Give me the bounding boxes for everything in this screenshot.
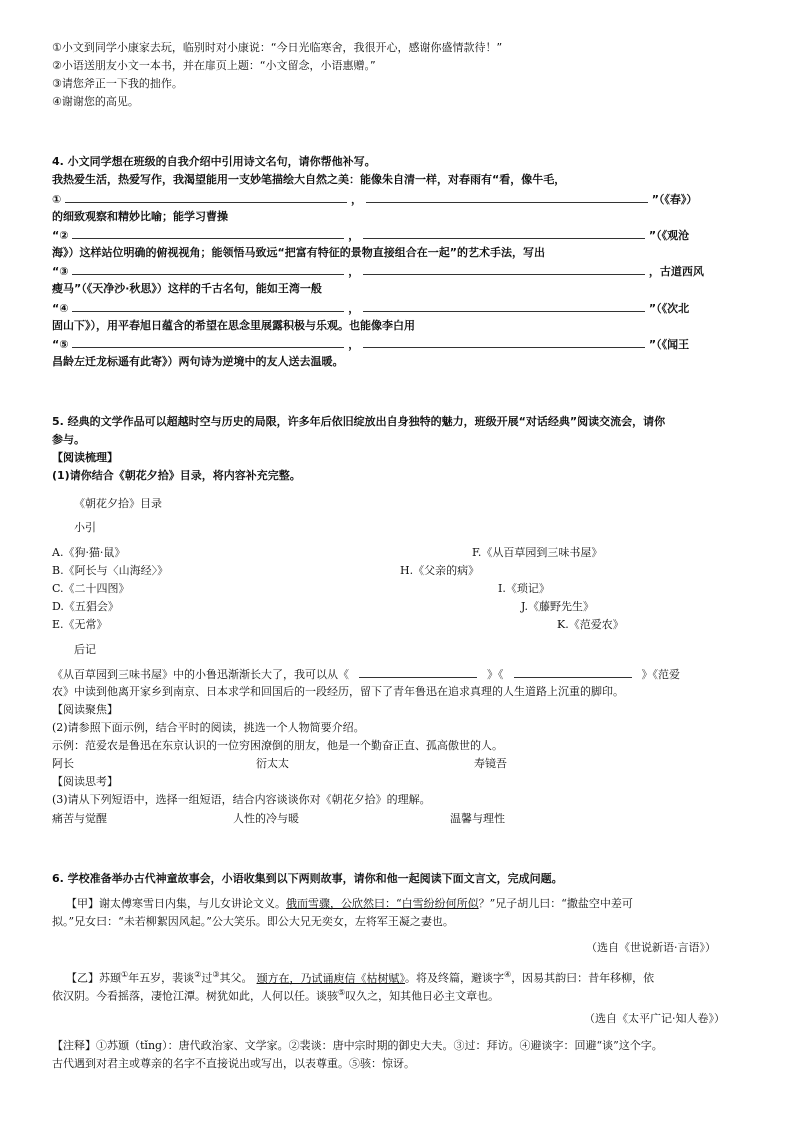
- phrase-1[interactable]: 痛苦与觉醒: [52, 812, 107, 825]
- yi-line-2: [52, 985, 499, 1005]
- q4-line-1: [52, 191, 697, 208]
- notes-line-2: 古代遇到对君主或尊亲的名字不直接说出或写出，以表尊重。⑤骇：惊讶。: [52, 1057, 415, 1070]
- q4-line-3: [52, 263, 704, 280]
- q5-sub-1: (1)请你结合《朝花夕拾》目录，将内容补充完整。: [52, 469, 301, 482]
- q4-intro: 我热爱生活，热爱写作，我渴望能用一支妙笔描绘大自然之美：能像朱自清一样，对春雨有“看，像牛毛，: [52, 173, 566, 186]
- q4-blank-5a[interactable]: [72, 336, 344, 348]
- yi-text-g: 依汉阴。今看摇落，凄怆江潭。树犹如此，人何以任。谈骇: [52, 989, 338, 1003]
- person-2[interactable]: 衍太太: [256, 757, 289, 770]
- q5-sub-2: (2)请参照下面示例，结合平时的阅读，挑选一个人物简要介绍。: [52, 721, 365, 734]
- q5-title-2: 参与。: [52, 433, 85, 446]
- note-mark-1: ①: [121, 970, 129, 979]
- q4-blank-4b[interactable]: [363, 300, 645, 312]
- jia-line-2: 拟。”兄女曰：“未若柳絮因风起。”公大笑乐。即公大兄无奕女，左将军王凝之妻也。: [52, 915, 454, 928]
- q5-example: 示例：范爱农是鲁迅在东京认识的一位穷困潦倒的朋友，他是一个勤奋正直、孤高傲世的人。: [52, 739, 503, 752]
- q5-title-1: 5. 经典的文学作品可以超越时空与历史的局限，许多年后依旧绽放出自身独特的魅力，班级开展“对话经典”阅读交流会，请你: [52, 415, 666, 428]
- q5-sub-3: (3)请从下列短语中，选择一组短语，结合内容谈谈你对《朝花夕拾》的理解。: [52, 793, 431, 806]
- note-mark-5: ⑤: [338, 988, 346, 997]
- toc-item-d: D.《五猖会》: [52, 600, 119, 613]
- q4-line-2: [52, 227, 689, 244]
- q4-blank-4-label: “④: [52, 302, 69, 315]
- q5-heading-1: 【阅读梳理】: [52, 451, 118, 464]
- q4-after-3: 瘦马”（《天净沙·秋思》）这样的千古名句，能如王湾一般: [52, 282, 322, 295]
- jia-underlined: 俄而雪骤，公欣然曰：“白雪纷纷何所似: [286, 897, 479, 910]
- q4-blank-5b[interactable]: [363, 336, 645, 348]
- toc-item-i: I.《琐记》: [498, 582, 550, 595]
- yi-text-f: ，因易其韵曰：昔年移柳，依: [511, 971, 655, 985]
- q5-heading-2: 【阅读聚焦】: [52, 703, 118, 716]
- top-item-2: ②小语送朋友小文一本书，并在扉页上题：“小文留念，小语惠赠。”: [52, 59, 376, 72]
- q4-source-3: ，古道西风: [648, 265, 704, 278]
- person-1[interactable]: 阿长: [52, 757, 74, 770]
- q5-heading-3: 【阅读思考】: [52, 775, 118, 788]
- yi-underlined: 颋方在，乃试诵庾信《枯树赋》: [256, 971, 406, 985]
- q4-blank-2-label: “②: [52, 229, 69, 242]
- yi-text-h: 叹久之，知其他日必主文章也。: [345, 989, 500, 1003]
- q4-blank-2a[interactable]: [72, 227, 344, 239]
- notes-line-1: 【注释】①苏颋（tǐng）：唐代政治家、文学家。②裴谈：唐中宗时期的御史大夫。③过：拜访。④避谈字：回避“谈”这个字。: [52, 1039, 663, 1052]
- top-item-3: ③请您斧正一下我的拙作。: [52, 77, 183, 90]
- q5-para-1: [52, 666, 680, 683]
- q5-blank-b[interactable]: [514, 666, 632, 678]
- q6-title: 6. 学校准备举办古代神童故事会，小语收集到以下两则故事，请你和他一起阅读下面文言文，完成问题。: [52, 872, 563, 885]
- q4-blank-1-label: ①: [52, 193, 62, 206]
- q4-after-5: 昌龄左迁龙标遥有此寄》）两句诗为逆境中的友人送去温暖。: [52, 355, 344, 368]
- person-3[interactable]: 寿镜吾: [474, 757, 507, 770]
- q4-blank-3a[interactable]: [72, 263, 344, 275]
- yi-text-e: 。将及终篇，避谈字: [405, 971, 505, 985]
- q4-blank-4a[interactable]: [72, 300, 344, 312]
- note-mark-3: ③: [212, 970, 220, 979]
- q5-para-2: 农》中读到他离开家乡到南京、日本求学和回国后的一段经历，留下了青年鲁迅在追求真理的人生道路上沉重的脚印。: [52, 685, 624, 698]
- comma: ，: [348, 265, 360, 278]
- toc-item-k: K.《范爱农》: [557, 618, 624, 631]
- yi-text-b: 年五岁，裴谈: [128, 971, 195, 985]
- q4-title: 4. 小文同学想在班级的自我介绍中引用诗文名句，请你帮他补写。: [52, 155, 376, 168]
- comma: ，: [348, 338, 360, 351]
- q5-para-1-sep: 》《: [487, 668, 504, 681]
- q5-para-1-text: 《从百草园到三味书屋》中的小鲁迅渐渐长大了，我可以从《: [52, 668, 349, 681]
- yi-line-1: [66, 967, 654, 987]
- q5-blank-a[interactable]: [359, 666, 477, 678]
- toc-item-c: C.《二十四图》: [52, 582, 130, 595]
- toc-postscript: 后记: [74, 643, 96, 656]
- q4-after-2: 海》）这样站位明确的俯视视角；能领悟马致远“把富有特征的景物直接组合在一起”的艺术手法，写出: [52, 246, 545, 259]
- comma: ，: [348, 229, 360, 242]
- q4-after-1: 的细致观察和精妙比喻；能学习曹操: [52, 210, 228, 223]
- toc-item-a: A.《狗·猫·鼠》: [52, 546, 126, 559]
- phrase-3[interactable]: 温馨与理性: [450, 812, 505, 825]
- yi-source: （选自《太平广记·知人卷》）: [584, 1012, 725, 1025]
- note-mark-4: ④: [504, 970, 512, 979]
- top-item-4: ④谢谢您的高见。: [52, 95, 139, 108]
- toc-preface: 小引: [74, 521, 96, 534]
- q4-line-5: [52, 336, 689, 353]
- q4-source-4: ”（《次北: [648, 302, 690, 315]
- yi-text-d: 其父。: [219, 971, 253, 985]
- toc-item-h: H.《父亲的病》: [400, 564, 480, 577]
- top-item-1: ①小文到同学小康家去玩，临别时对小康说：“今日光临寒舍，我很开心，感谢你盛情款待！”: [52, 41, 503, 54]
- q4-blank-1a[interactable]: [65, 191, 347, 203]
- jia-text-1: 【甲】谢太傅寒雪日内集，与儿女讲论文义。: [66, 897, 286, 910]
- q4-blank-3-label: “③: [52, 265, 69, 278]
- jia-source: （选自《世说新语·言语》）: [586, 941, 716, 954]
- jia-text-2: ？”兄子胡儿曰：“撒盐空中差可: [478, 897, 633, 910]
- toc-item-j: J.《藤野先生》: [521, 600, 595, 613]
- phrase-2[interactable]: 人性的冷与暖: [233, 812, 299, 825]
- note-mark-2: ②: [194, 970, 202, 979]
- q4-source-1: ”（《春》）: [651, 193, 698, 206]
- q4-blank-2b[interactable]: [363, 227, 645, 239]
- q4-line-4: [52, 300, 689, 317]
- toc-title: 《朝花夕拾》目录: [74, 497, 162, 510]
- q4-blank-1b[interactable]: [366, 191, 648, 203]
- comma: ，: [351, 193, 363, 206]
- toc-item-e: E.《无常》: [52, 618, 108, 631]
- comma: ，: [348, 302, 360, 315]
- yi-text-c: 过: [201, 971, 213, 985]
- toc-item-f: F.《从百草园到三味书屋》: [472, 546, 603, 559]
- jia-line-1: [66, 896, 633, 912]
- toc-item-b: B.《阿长与〈山海经〉》: [52, 564, 169, 577]
- q4-blank-5-label: “⑤: [52, 338, 69, 351]
- q4-blank-3b[interactable]: [363, 263, 645, 275]
- yi-text-a: 【乙】苏颋: [66, 971, 121, 985]
- q4-source-5: ”（《闻王: [648, 338, 690, 351]
- q4-after-4: 固山下》），用平春旭日蕴含的希望在思念里展露积极与乐观。也能像李白用: [52, 319, 415, 332]
- q4-source-2: ”（《观沧: [648, 229, 690, 242]
- q5-para-1-end: 》《范爱: [641, 668, 680, 681]
